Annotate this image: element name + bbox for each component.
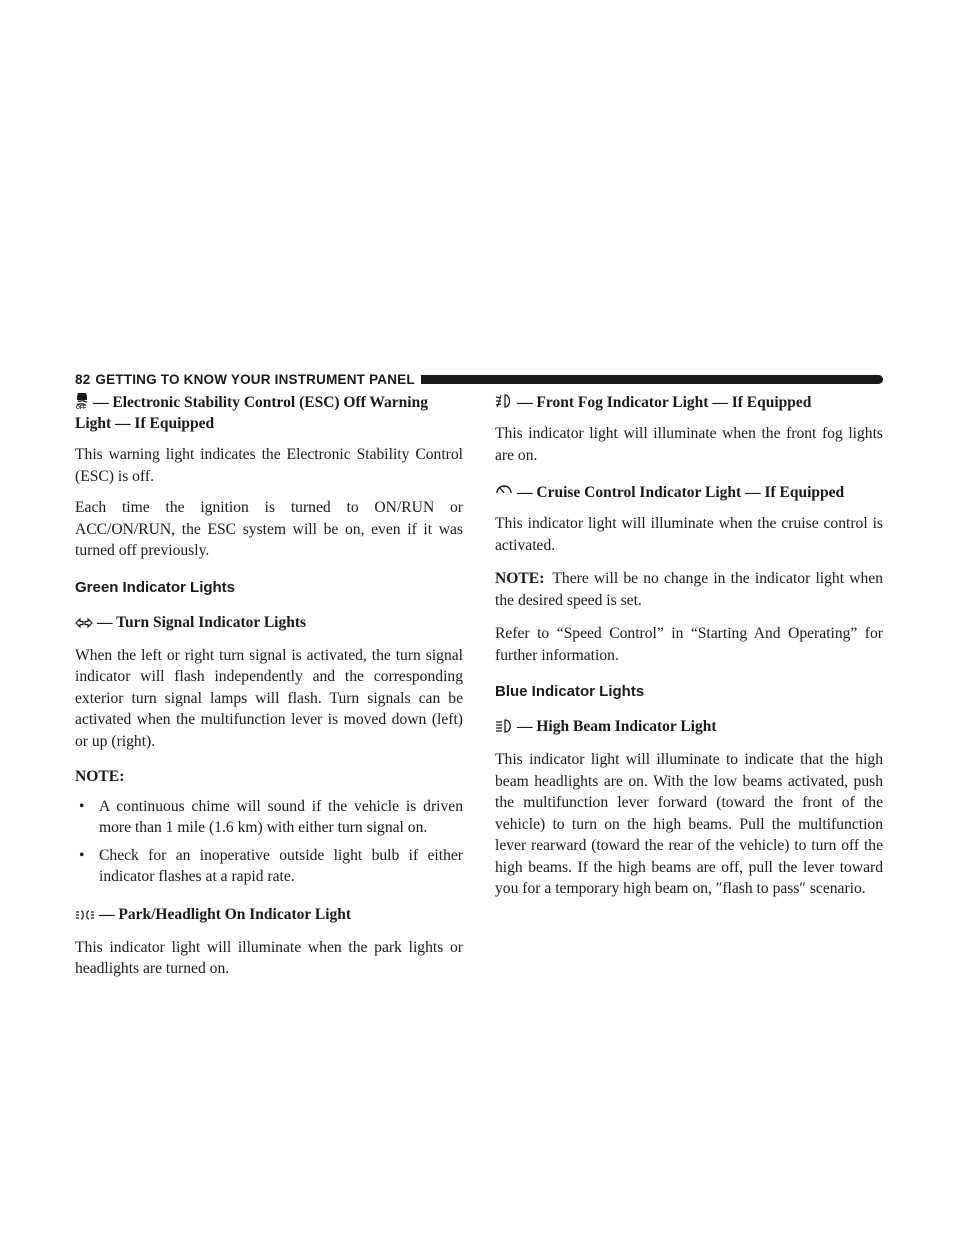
park-headlight-icon	[75, 909, 95, 921]
turn-signal-heading	[75, 612, 463, 633]
esc-title-line1: — Electronic Stability Control (ESC) Off Warning	[93, 394, 428, 411]
cruise-note	[495, 568, 883, 611]
cruise-control-icon	[495, 483, 513, 499]
esc-paragraph-2: Each time the ignition is turned to ON/RUN or ACC/ON/RUN, the ESC system will be on, even if it was turned off previously.	[75, 499, 463, 559]
cruise-control-paragraph: This indicator light will illuminate when the cruise control is activated.	[495, 515, 883, 554]
esc-off-icon	[75, 392, 89, 409]
front-fog-title: — Front Fog Indicator Light — If Equipped	[517, 394, 812, 411]
blue-indicator-heading: Blue Indicator Lights	[495, 683, 645, 700]
right-column	[495, 392, 883, 900]
cruise-reference-paragraph: Refer to “Speed Control” in “Starting And Operating” for further information.	[495, 625, 883, 664]
green-indicator-heading: Green Indicator Lights	[75, 578, 236, 596]
cruise-control-heading	[495, 482, 883, 503]
header-text	[75, 372, 415, 387]
esc-heading	[75, 392, 463, 434]
cruise-note-label: NOTE:	[495, 570, 545, 587]
cruise-note-text: There will be no change in the indicator light when the desired speed is set.	[495, 570, 883, 609]
front-fog-paragraph: This indicator light will illuminate when the front fog lights are on.	[495, 425, 883, 464]
front-fog-heading	[495, 392, 883, 413]
list-item: • A continuous chime will sound if the vehicle is driven more than 1 mile (1.6 km) with either turn signal on.	[79, 797, 463, 836]
esc-paragraph-1: This warning light indicates the Electronic Stability Control (ESC) is off.	[75, 446, 463, 485]
turn-signal-title: — Turn Signal Indicator Lights	[97, 613, 307, 631]
cruise-control-title: — Cruise Control Indicator Light — If Equipped	[517, 484, 845, 501]
esc-title-line2: Light — If Equipped	[75, 415, 215, 432]
left-column	[75, 392, 463, 980]
turn-signal-icon	[75, 617, 93, 629]
turn-signal-paragraph: When the left or right turn signal is activated, the turn signal indicator will flash independently and the corresponding exterior turn signal lamps will flash. Turn signals can be activated when the multifunction lever is moved down (left) or up (right).	[75, 646, 463, 750]
high-beam-paragraph: This indicator light will illuminate to indicate that the high beam headlights are on. With the low beams activated, push the multifunction lever forward (toward the front of the vehicle) to turn on the high beams. Pull the multifunction lever rearward (toward the rear of the vehicle) to turn off the high beams. If the high beams are off, pull the lever toward you for a temporary high beam on, ″flash to pass″ scenario.	[495, 751, 883, 897]
note-bullet-list	[75, 796, 463, 888]
list-item: • Check for an inoperative outside light bulb if either indicator flashes at a rapid rate.	[79, 846, 463, 885]
high-beam-icon	[495, 719, 513, 733]
header-rule	[421, 375, 883, 384]
page-header	[75, 371, 883, 387]
park-headlight-paragraph: This indicator light will illuminate when the park lights or headlights are turned on.	[75, 938, 463, 977]
park-headlight-title: — Park/Headlight On Indicator Light	[99, 905, 352, 923]
page-number: 82	[75, 371, 91, 387]
park-headlight-heading	[75, 904, 463, 925]
section-title: GETTING TO KNOW YOUR INSTRUMENT PANEL	[95, 371, 415, 387]
high-beam-heading	[495, 716, 883, 737]
high-beam-title: — High Beam Indicator Light	[517, 718, 717, 735]
front-fog-icon	[495, 393, 513, 409]
svg-text:OFF: OFF	[76, 405, 86, 409]
note-label: NOTE:	[75, 768, 125, 785]
